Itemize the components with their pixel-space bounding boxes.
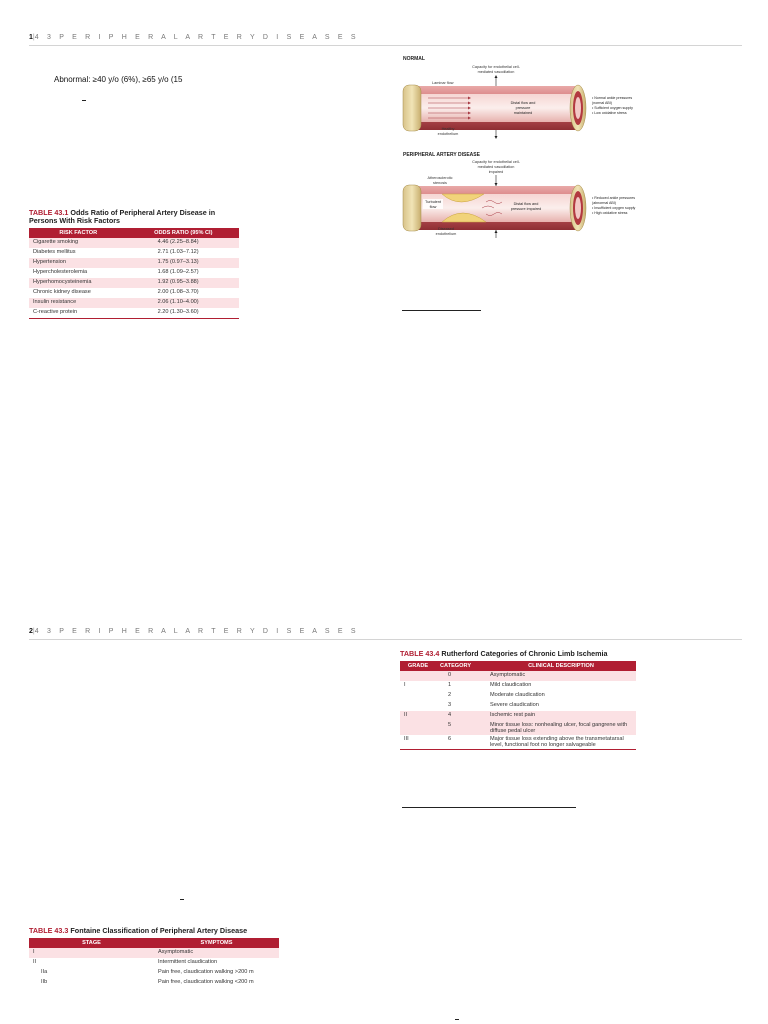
normal-bullet: (normal ABI) [592, 101, 612, 105]
pad-bullet: • High oxidative stress [592, 211, 628, 215]
table-caption: Odds Ratio of Peripheral Artery Disease in Persons With Risk Factors [29, 208, 216, 225]
table-row [29, 258, 239, 268]
cell: 4 [436, 711, 486, 721]
table-caption: Fontaine Classification of Peripheral Artery Disease [70, 926, 248, 935]
cell: II [33, 959, 37, 965]
healthy-label-2: endothelium [437, 132, 459, 136]
table-row [400, 691, 636, 701]
table-caption: Rutherford Categories of Chronic Limb Ischemia [441, 649, 608, 658]
table-header-row [400, 661, 636, 671]
cell: 2 [448, 692, 452, 698]
cell: Moderate claudication [490, 692, 545, 698]
table-title [400, 650, 636, 658]
pad-title: PERIPHERAL ARTERY DISEASE [403, 152, 480, 158]
table-43-1 [29, 209, 239, 319]
normal-capacity-label: Capacity for endothelial cell- [472, 65, 520, 69]
cell: Major tissue loss extending above the transmetatarsal level, functional foot no longer salvageable [490, 736, 624, 748]
cell: Diabetes mellitus [33, 249, 76, 255]
abnormal-text: Abnormal: ≥40 y/o (6%), ≥65 y/o (15 [54, 75, 183, 84]
table-label: TABLE 43.1 [29, 208, 69, 217]
table-row [400, 711, 636, 721]
turbulent-flow-label-2: flow [429, 205, 437, 209]
cell: Asymptomatic [154, 948, 279, 958]
normal-artery [403, 75, 586, 139]
chapter-title: 4 3 P E R I P H E R A L A R T E R Y D I S E A S E S [34, 34, 359, 41]
pad-capacity-label-2: mediated vasodilation [477, 165, 515, 169]
table-row [400, 701, 636, 711]
cell: IIa [41, 969, 48, 975]
page-1-header: 1|4 3 P E R I P H E R A L A R T E R Y D I S E A S E S [29, 34, 359, 41]
normal-bullet: • Sufficient oxygen supply [592, 106, 633, 110]
cell: Chronic kidney disease [33, 289, 91, 295]
cell: 2.20 (1.30–3.60) [157, 309, 199, 315]
page-number: 1 [29, 34, 33, 41]
normal-bullet: • Low oxidative stress [592, 111, 627, 115]
dash-mark [180, 899, 184, 900]
cell: Ischemic rest pain [486, 711, 636, 721]
cell: I [404, 682, 406, 688]
cell: 5 [436, 721, 486, 735]
normal-title: NORMAL [403, 56, 425, 62]
table-label: TABLE 43.3 [29, 926, 69, 935]
page-number: 2 [29, 628, 33, 635]
cell: Pain free, claudication walking >200 m [158, 969, 254, 975]
cell: Hypercholesterolemia [33, 269, 88, 275]
column-header: ODDS RATIO (95% CI) [128, 228, 239, 238]
page-1-header-rule [29, 45, 742, 46]
atherosclerotic-label-2: stenosis [433, 181, 447, 185]
cell: 6 [448, 736, 452, 742]
cell: Severe claudication [490, 702, 539, 708]
page-2-header-rule [29, 639, 742, 640]
table-row [400, 735, 636, 750]
table-header-row [29, 938, 279, 948]
cell: 2.00 (1.08–3.70) [157, 289, 199, 295]
underline-mark [402, 310, 481, 311]
cell: 4.46 (2.25–8.84) [128, 238, 239, 248]
pad-distal-label: Distal flow and [513, 202, 539, 206]
atherosclerotic-label: Atherosclerotic [427, 176, 453, 180]
table-row [29, 288, 239, 298]
table-row [29, 278, 239, 288]
column-header: SYMPTOMS [154, 938, 279, 948]
table-43-3 [29, 927, 279, 988]
chapter-title: 4 3 P E R I P H E R A L A R T E R Y D I S E A S E S [34, 628, 359, 635]
dash-mark [455, 1019, 459, 1020]
column-header: CLINICAL DESCRIPTION [486, 661, 636, 671]
dash-mark [82, 100, 86, 101]
fontaine-table [29, 938, 279, 988]
laminar-flow-label: Laminar flow [432, 81, 454, 85]
cell: 1.92 (0.95–3.88) [128, 278, 239, 288]
table-row [29, 298, 239, 308]
table-row [29, 308, 239, 319]
diseased-label: Diseased [438, 227, 454, 231]
table-row [29, 978, 279, 988]
pad-capacity-label: Capacity for endothelial cell- [472, 160, 520, 164]
odds-ratio-table [29, 228, 239, 319]
table-row [29, 268, 239, 278]
cell: 0 [436, 671, 486, 681]
cell: Asymptomatic [486, 671, 636, 681]
cell: Mild claudication [490, 682, 532, 688]
distal-flow-label-2: pressure [515, 106, 531, 110]
cell: 2.06 (1.10–4.00) [128, 298, 239, 308]
diseased-label-2: endothelium [435, 232, 457, 236]
pad-bullet: • Insufficient oxygen supply [592, 206, 636, 210]
cell: 1.75 (0.97–3.13) [128, 258, 239, 268]
cell [400, 671, 436, 681]
table-row [29, 968, 279, 978]
cell: Intermittent claudication [158, 959, 218, 965]
table-label: TABLE 43.4 [400, 649, 440, 658]
distal-flow-label: Distal flow and [510, 101, 536, 105]
pad-capacity-label-3: impaired [488, 170, 504, 174]
cell: Cigarette smoking [29, 238, 128, 248]
cell: Insulin resistance [29, 298, 128, 308]
column-header: GRADE [400, 661, 436, 671]
table-row [29, 958, 279, 968]
table-header-row [29, 228, 239, 238]
table-row [29, 248, 239, 258]
column-header: RISK FACTOR [29, 228, 128, 238]
table-row [400, 721, 636, 735]
cell: I [29, 948, 154, 958]
healthy-label: Healthy [441, 127, 455, 131]
normal-bullet: • Normal ankle pressures [592, 96, 633, 100]
cell: II [400, 711, 436, 721]
rutherford-table [400, 661, 636, 750]
turbulent-flow-label: Turbulent [425, 200, 441, 204]
table-title [29, 927, 279, 935]
table-row [400, 671, 636, 681]
cell [400, 691, 436, 701]
cell [400, 721, 436, 735]
cell: Hyperhomocysteinemia [29, 278, 128, 288]
table-title [29, 209, 239, 225]
cell: Hypertension [29, 258, 128, 268]
table-row [29, 238, 239, 248]
table-row [29, 948, 279, 958]
cell: Minor tissue loss: nonhealing ulcer, focal gangrene with diffuse pedal ulcer [486, 721, 636, 735]
table-43-4 [400, 650, 636, 750]
pad-bullet: (abnormal ABI) [592, 201, 616, 205]
artery-figure [398, 52, 688, 252]
distal-flow-label-3: maintained [513, 111, 533, 115]
underline-mark [402, 807, 576, 808]
normal-capacity-label-2: mediated vasodilation [477, 70, 515, 74]
pad-distal-label-2: pressure impaired [510, 207, 542, 211]
page-2-header: 2|4 3 P E R I P H E R A L A R T E R Y D I S E A S E S [29, 628, 359, 635]
column-header: CATEGORY [436, 661, 486, 671]
cell: Pain free, claudication walking <200 m [158, 979, 254, 985]
cell: 3 [448, 702, 452, 708]
cell: 1.68 (1.09–2.57) [157, 269, 199, 275]
cell: IIb [41, 979, 48, 985]
column-header: STAGE [29, 938, 154, 948]
cell [400, 701, 436, 711]
cell: 1 [448, 682, 452, 688]
table-row [400, 681, 636, 691]
cell: III [404, 736, 409, 742]
cell: 2.71 (1.03–7.12) [157, 249, 199, 255]
pad-bullet: • Reduced ankle pressures [592, 196, 636, 200]
cell: C-reactive protein [33, 309, 78, 315]
